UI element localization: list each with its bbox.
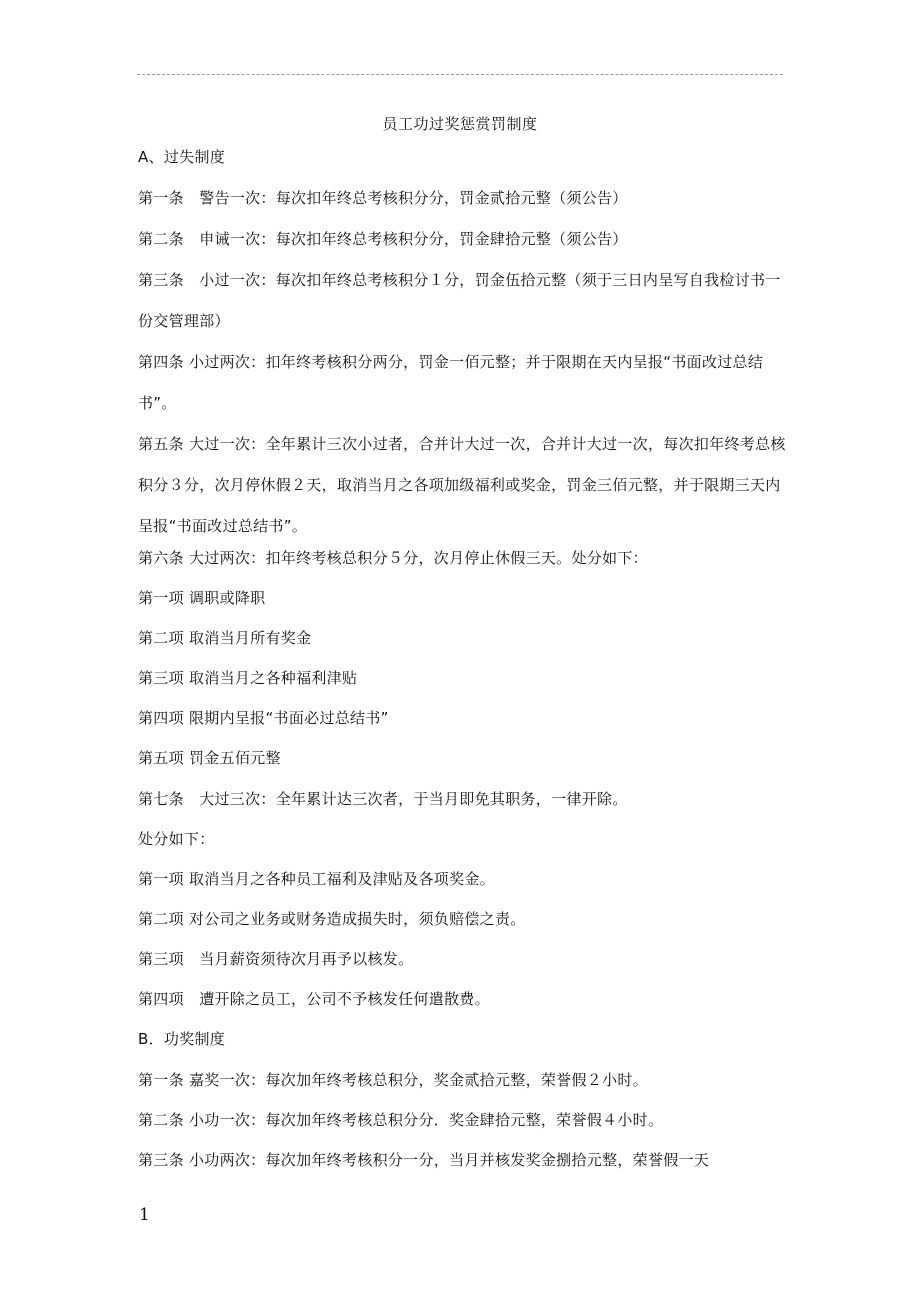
section-heading-a: A、过失制度 — [138, 148, 226, 166]
header-divider — [137, 74, 783, 75]
paragraph-15: 第二项 对公司之业务或财务造成损失时，须负赔偿之责。 — [138, 910, 526, 928]
paragraph-13: 处分如下： — [138, 830, 215, 848]
paragraph-5: 第五条 大过一次：全年累计三次小过者，合并计大过一次，合并计大过一次，每次扣年终考总核积分３分，次月停休假２天，取消当月之各项加级福利或奖金，罚金三佰元整，并于限期三天内呈报“书面改过总结书”。 — [138, 435, 786, 535]
paragraph-14: 第一项 取消当月之各种员工福利及津贴及各项奖金。 — [138, 870, 495, 888]
paragraph-1: 第一条 警告一次：每次扣年终总考核积分分，罚金贰拾元整（须公告） — [138, 189, 628, 207]
paragraph-7: 第一项 调职或降职 — [138, 589, 266, 607]
paragraph-4: 第四条 小过两次：扣年终考核积分两分，罚金一佰元整；并于限期在天内呈报“书面改过总结书”。 — [138, 353, 764, 412]
document-title: 员工功过奖惩赏罚制度 — [382, 115, 538, 133]
paragraph-9: 第三项 取消当月之各种福利津贴 — [138, 669, 358, 687]
paragraph-20: 第二条 小功一次：每次加年终考核总积分分．奖金肆拾元整，荣誉假４小时。 — [138, 1111, 664, 1129]
paragraph-17: 第四项 遭开除之员工，公司不予核发任何遣散费。 — [138, 990, 490, 1008]
paragraph-10: 第四项 限期内呈报“书面必过总结书” — [138, 709, 389, 727]
paragraph-6: 第六条 大过两次：扣年终考核总积分５分，次月停止休假三天。处分如下： — [138, 549, 648, 567]
section-heading-b: B．功奖制度 — [138, 1030, 226, 1048]
paragraph-3: 第三条 小过一次：每次扣年终总考核积分１分，罚金伍拾元整（须于三日内呈写自我检讨书一份交管理部） — [138, 271, 781, 330]
page-number: 1 — [139, 1205, 150, 1225]
paragraph-16: 第三项 当月薪资须待次月再予以核发。 — [138, 950, 414, 968]
paragraph-11: 第五项 罚金五佰元整 — [138, 749, 281, 767]
paragraph-12: 第七条 大过三次：全年累计达三次者，于当月即免其职务，一律开除。 — [138, 790, 628, 808]
paragraph-2: 第二条 申诫一次：每次扣年终总考核积分分，罚金肆拾元整（须公告） — [138, 230, 628, 248]
paragraph-19: 第一条 嘉奖一次：每次加年终考核总积分，奖金贰拾元整，荣誉假２小时。 — [138, 1071, 648, 1089]
paragraph-8: 第二项 取消当月所有奖金 — [138, 629, 312, 647]
paragraph-21: 第三条 小功两次：每次加年终考核积分一分，当月并核发奖金捌拾元整，荣誉假一天 — [138, 1151, 710, 1169]
